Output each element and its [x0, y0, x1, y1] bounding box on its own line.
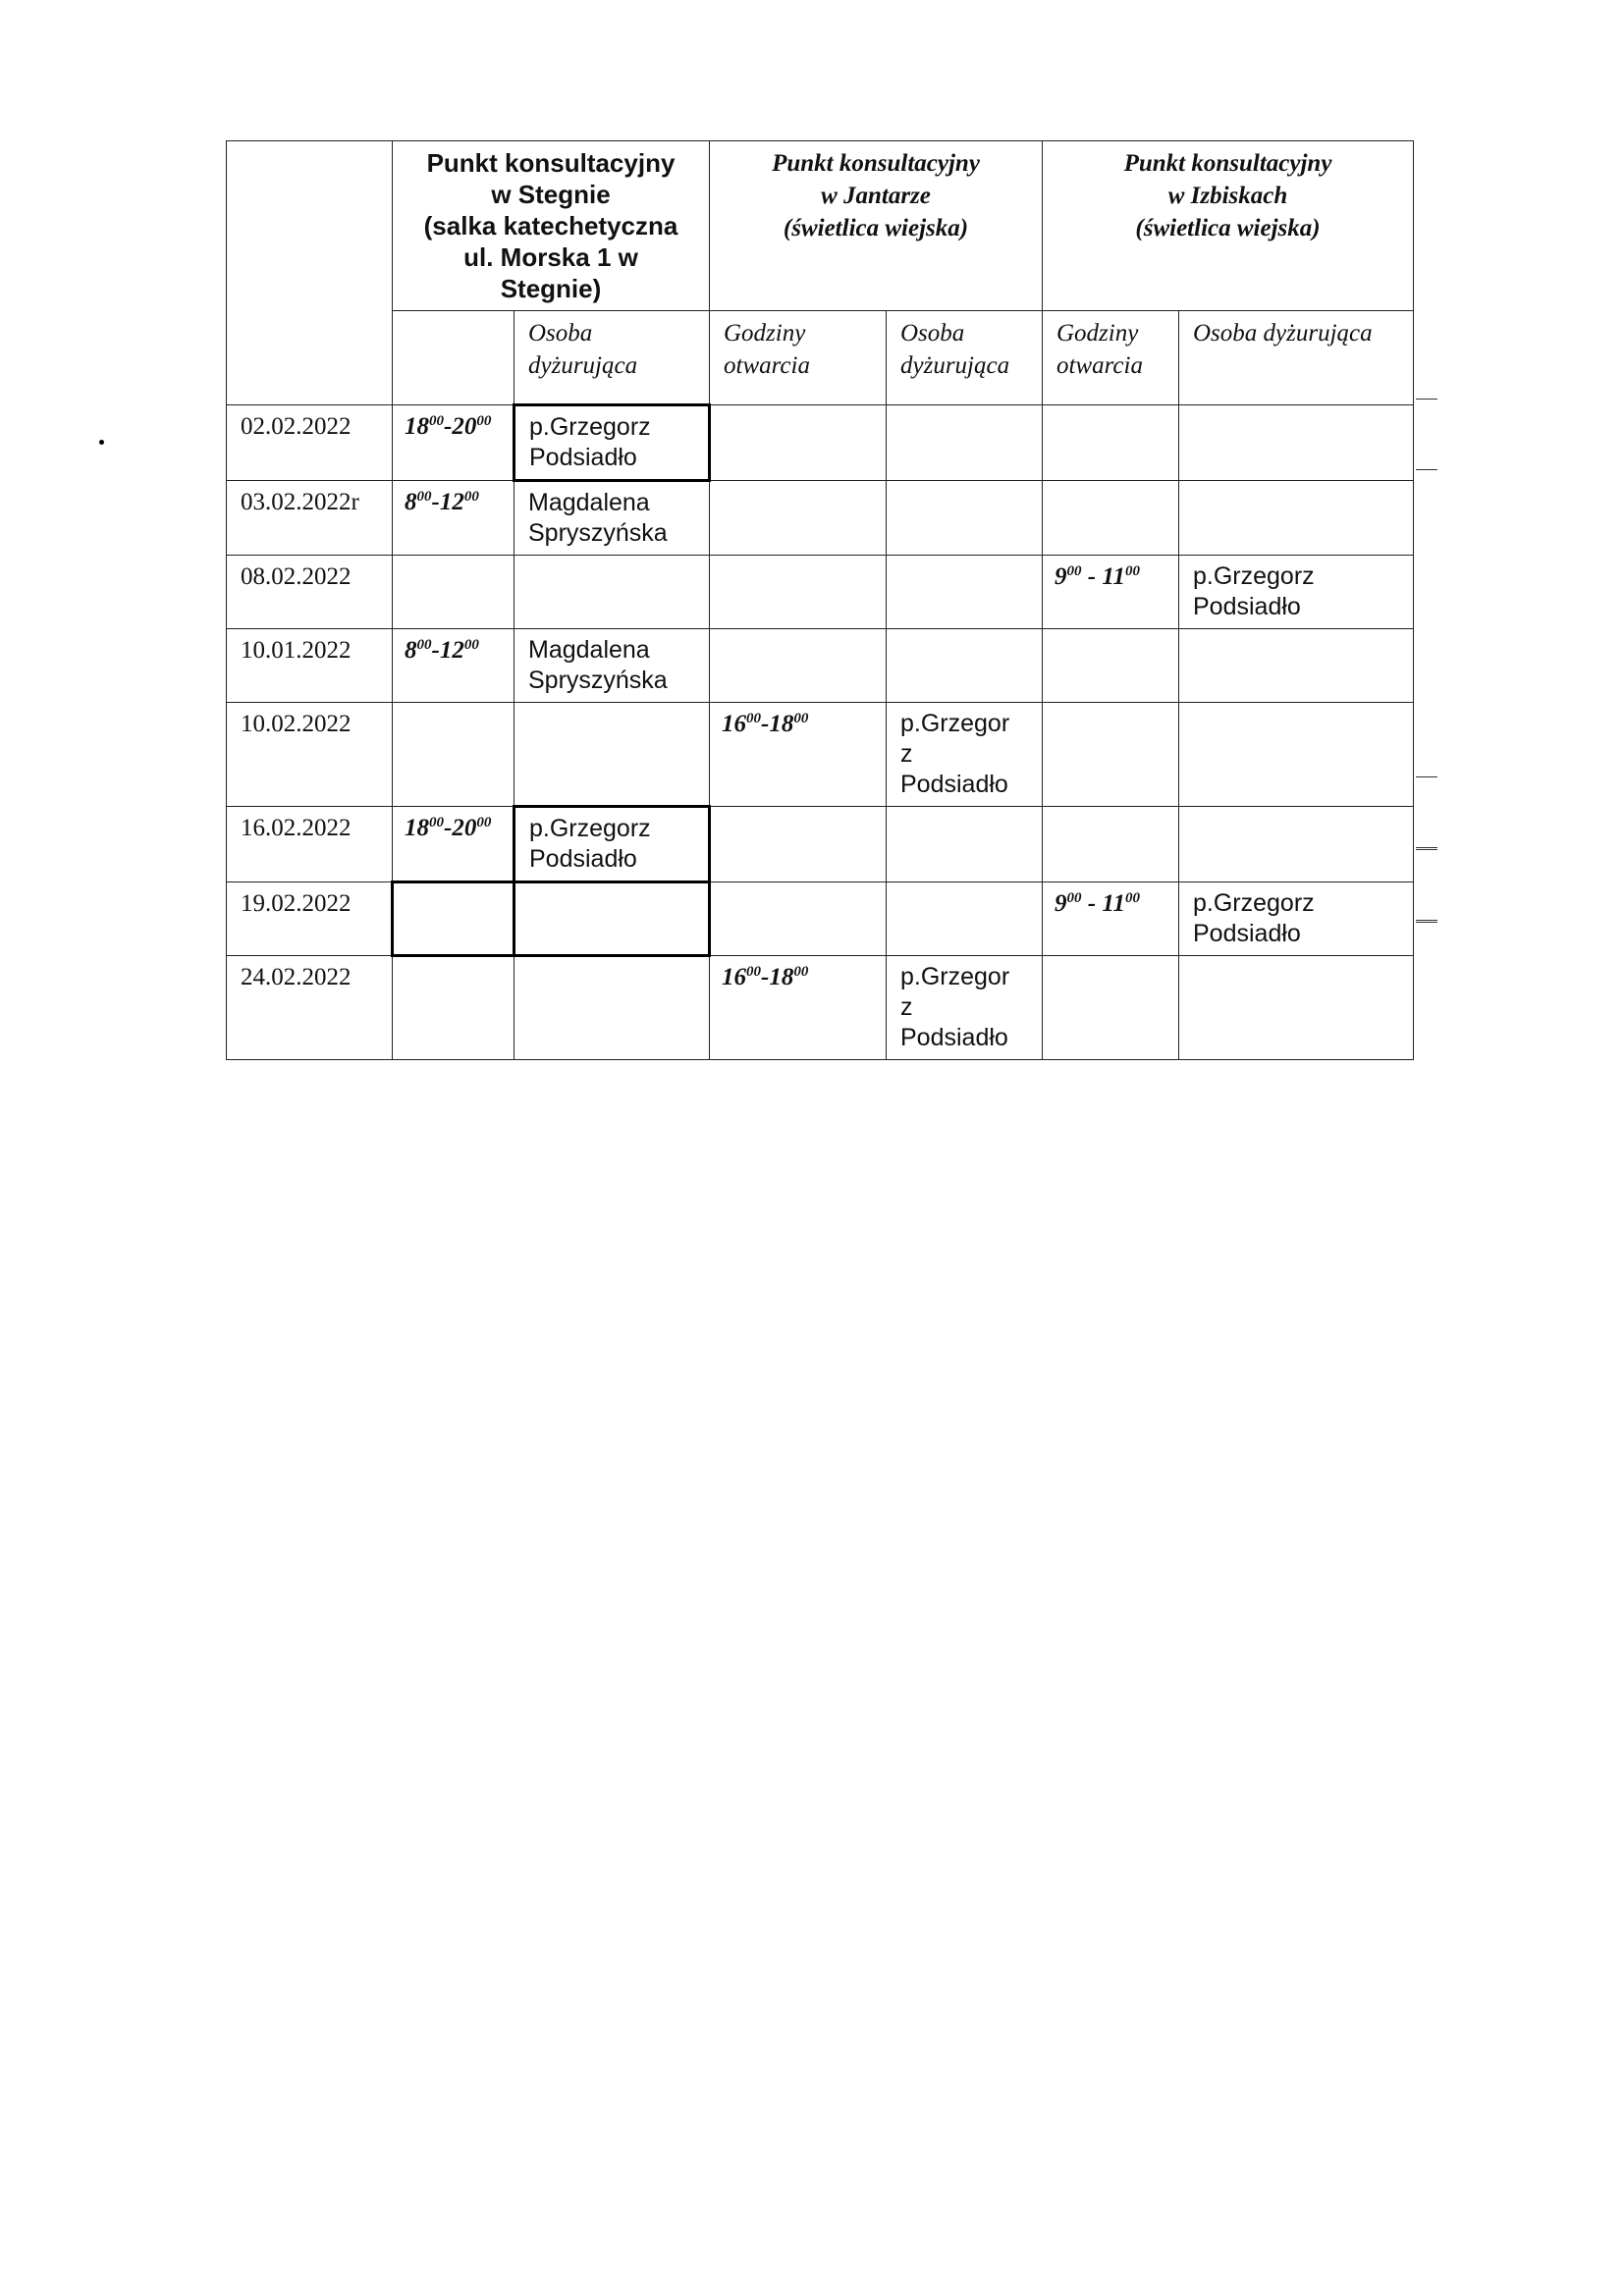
stegna-person-cell: p.Grzegorz Podsiadło [514, 807, 710, 882]
table-row [227, 882, 1414, 956]
minutes-superscript: 00 [1066, 890, 1082, 906]
jantar-person-cell: p.Grzegor z Podsiadło [887, 956, 1043, 1060]
minutes-superscript: 00 [463, 637, 479, 653]
izbiska-hours-cell [1043, 629, 1179, 703]
subheader-izbiska-hours: Godziny otwarcia [1043, 311, 1179, 405]
izbiska-hours-cell [1043, 956, 1179, 1060]
stegna-hours-cell [393, 556, 514, 629]
header-stegna: Punkt konsultacyjny w Stegnie (salka katechetyczna ul. Morska 1 w Stegnie) [393, 141, 710, 311]
hour-number: 20 [452, 815, 477, 841]
hour-number: 16 [722, 711, 746, 737]
minutes-superscript: 00 [1066, 563, 1082, 579]
hour-number: 8 [405, 489, 417, 515]
minutes-superscript: 00 [1124, 890, 1140, 906]
minutes-superscript: 00 [429, 413, 444, 429]
table-row [227, 703, 1414, 807]
date-cell: 10.01.2022 [227, 629, 393, 703]
izbiska-person-cell [1179, 481, 1414, 556]
hour-number: 12 [439, 489, 464, 515]
hour-number: 18 [405, 815, 429, 841]
hours-separator: - [444, 815, 453, 841]
jantar-hours-cell [710, 405, 887, 481]
izbiska-person-cell: p.Grzegorz Podsiadło [1179, 556, 1414, 629]
hours-separator: - [431, 489, 440, 515]
date-cell: 10.02.2022 [227, 703, 393, 807]
minutes-superscript: 00 [463, 489, 479, 505]
minutes-superscript: 00 [746, 711, 761, 726]
stegna-hours-cell [393, 882, 514, 956]
hours-separator: - [444, 413, 453, 440]
stegna-person-cell [514, 703, 710, 807]
minutes-superscript: 00 [793, 711, 809, 726]
izbiska-hours-cell [1043, 481, 1179, 556]
stegna-person-cell [514, 882, 710, 956]
izbiska-person-cell [1179, 405, 1414, 481]
jantar-person-cell: p.Grzegor z Podsiadło [887, 703, 1043, 807]
border-fragment [1416, 469, 1437, 470]
hour-number: 16 [722, 964, 746, 990]
table-row [227, 956, 1414, 1060]
consultation-schedule-table [226, 140, 1414, 1060]
jantar-hours-cell [710, 629, 887, 703]
hours-separator: - [431, 637, 440, 664]
date-cell: 24.02.2022 [227, 956, 393, 1060]
table-row [227, 405, 1414, 481]
hour-number: 12 [439, 637, 464, 664]
minutes-superscript: 00 [746, 964, 761, 980]
minutes-superscript: 00 [416, 637, 432, 653]
stegna-hours-cell [393, 481, 514, 556]
stegna-person-cell: Magdalena Spryszyńska [514, 629, 710, 703]
table-row [227, 556, 1414, 629]
hour-number: 9 [1055, 563, 1067, 590]
subheader-stegna-hours [393, 311, 514, 405]
subheader-jantar-person: Osoba dyżurująca [887, 311, 1043, 405]
subheader-stegna-person: Osoba dyżurująca [514, 311, 710, 405]
minutes-superscript: 00 [476, 815, 492, 830]
minutes-superscript: 00 [1124, 563, 1140, 579]
minutes-superscript: 00 [793, 964, 809, 980]
izbiska-person-cell: p.Grzegorz Podsiadło [1179, 882, 1414, 956]
stegna-hours-cell [393, 629, 514, 703]
hours-separator: - [761, 711, 770, 737]
hour-number: 9 [1055, 890, 1067, 917]
izbiska-person-cell [1179, 629, 1414, 703]
bullet-mark [99, 440, 104, 445]
jantar-hours-cell [710, 882, 887, 956]
hour-number: 8 [405, 637, 417, 664]
hours-separator: - [1081, 563, 1103, 590]
header-izbiska: Punkt konsultacyjny w Izbiskach (świetlica wiejska) [1043, 141, 1414, 311]
hour-number: 18 [769, 711, 794, 737]
header-jantar: Punkt konsultacyjny w Jantarze (świetlica wiejska) [710, 141, 1043, 311]
jantar-hours-cell [710, 481, 887, 556]
date-cell: 08.02.2022 [227, 556, 393, 629]
jantar-hours-cell [710, 556, 887, 629]
border-fragment [1416, 776, 1437, 777]
subheader-jantar-hours: Godziny otwarcia [710, 311, 887, 405]
table-row [227, 629, 1414, 703]
stegna-hours-cell [393, 405, 514, 481]
date-cell: 16.02.2022 [227, 807, 393, 882]
subheader-row [227, 311, 1414, 405]
stegna-hours-cell [393, 807, 514, 882]
izbiska-person-cell [1179, 807, 1414, 882]
izbiska-person-cell [1179, 703, 1414, 807]
hour-number: 11 [1102, 563, 1125, 590]
stegna-hours-cell [393, 703, 514, 807]
minutes-superscript: 00 [476, 413, 492, 429]
izbiska-hours-cell [1043, 405, 1179, 481]
border-fragment [1416, 399, 1437, 400]
date-cell: 19.02.2022 [227, 882, 393, 956]
izbiska-hours-cell [1043, 882, 1179, 956]
stegna-person-cell [514, 556, 710, 629]
hour-number: 11 [1102, 890, 1125, 917]
minutes-superscript: 00 [416, 489, 432, 505]
hour-number: 20 [452, 413, 477, 440]
stegna-person-cell: Magdalena Spryszyńska [514, 481, 710, 556]
hours-separator: - [761, 964, 770, 990]
stegna-hours-cell [393, 956, 514, 1060]
jantar-person-cell [887, 629, 1043, 703]
border-fragment [1416, 920, 1437, 925]
izbiska-hours-cell [1043, 703, 1179, 807]
izbiska-person-cell [1179, 956, 1414, 1060]
date-cell: 03.02.2022r [227, 481, 393, 556]
jantar-person-cell [887, 481, 1043, 556]
stegna-person-cell [514, 956, 710, 1060]
izbiska-hours-cell [1043, 807, 1179, 882]
jantar-person-cell [887, 882, 1043, 956]
subheader-izbiska-person: Osoba dyżurująca [1179, 311, 1414, 405]
jantar-person-cell [887, 405, 1043, 481]
hours-separator: - [1081, 890, 1103, 917]
jantar-person-cell [887, 807, 1043, 882]
table-row [227, 807, 1414, 882]
header-row [227, 141, 1414, 311]
jantar-hours-cell [710, 807, 887, 882]
border-fragment [1416, 847, 1437, 852]
hour-number: 18 [405, 413, 429, 440]
corner-cell [227, 141, 393, 405]
table-row [227, 481, 1414, 556]
jantar-person-cell [887, 556, 1043, 629]
hour-number: 18 [769, 964, 794, 990]
date-cell: 02.02.2022 [227, 405, 393, 481]
jantar-hours-cell [710, 703, 887, 807]
jantar-hours-cell [710, 956, 887, 1060]
izbiska-hours-cell [1043, 556, 1179, 629]
stegna-person-cell: p.Grzegorz Podsiadło [514, 405, 710, 481]
minutes-superscript: 00 [429, 815, 444, 830]
